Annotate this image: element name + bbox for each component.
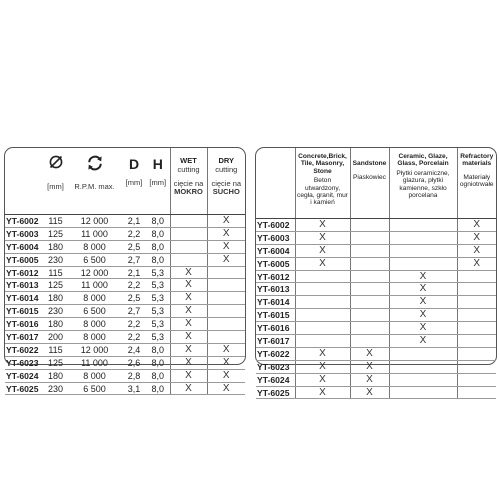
cell-diameter: 230 bbox=[44, 305, 67, 318]
cell-code: YT-6025 bbox=[5, 382, 44, 395]
diameter-header bbox=[44, 148, 67, 215]
cell-dry: X bbox=[207, 253, 245, 266]
cell-concrete bbox=[295, 335, 350, 348]
cell-refractory: X bbox=[457, 231, 496, 244]
cell-diameter: 180 bbox=[44, 318, 67, 331]
cell-ceramic: X bbox=[389, 283, 457, 296]
cell-wet: X bbox=[170, 279, 207, 292]
cell-d: 2,2 bbox=[122, 227, 146, 240]
cell-wet: X bbox=[170, 318, 207, 331]
materials-table-panel bbox=[255, 147, 497, 398]
concrete-en: Concrete,Brick, Tile, Masonry, Stone bbox=[298, 153, 347, 175]
code-header bbox=[256, 148, 295, 219]
cell-ceramic bbox=[389, 360, 457, 373]
cell-ceramic bbox=[389, 257, 457, 270]
table-row bbox=[5, 215, 245, 228]
cell-wet bbox=[170, 215, 207, 228]
cell-concrete: X bbox=[295, 386, 350, 399]
cell-refractory bbox=[457, 270, 496, 283]
cell-rpm: 11 000 bbox=[67, 356, 122, 369]
cell-refractory bbox=[457, 283, 496, 296]
table-row bbox=[5, 318, 245, 331]
cell-sandstone: X bbox=[350, 347, 389, 360]
h-header bbox=[146, 148, 170, 215]
cell-code: YT-6013 bbox=[5, 279, 44, 292]
cell-diameter: 180 bbox=[44, 369, 67, 382]
cell-concrete bbox=[295, 309, 350, 322]
table-row bbox=[256, 347, 496, 360]
concrete-header bbox=[295, 148, 350, 219]
dry-pl-bottom: SUCHO bbox=[212, 187, 240, 196]
cell-ceramic bbox=[389, 386, 457, 399]
sandstone-en: Sandstone bbox=[352, 160, 387, 167]
table-row bbox=[5, 343, 245, 356]
cell-concrete bbox=[295, 270, 350, 283]
cell-h: 5,3 bbox=[146, 266, 170, 279]
table-row bbox=[5, 253, 245, 266]
cell-dry bbox=[207, 292, 245, 305]
cell-refractory bbox=[457, 360, 496, 373]
cell-diameter: 180 bbox=[44, 292, 67, 305]
ceramic-en: Ceramic, Glaze, Glass, Porcelain bbox=[397, 153, 449, 168]
cell-code: YT-6012 bbox=[5, 266, 44, 279]
cell-refractory: X bbox=[457, 257, 496, 270]
cell-refractory bbox=[457, 373, 496, 386]
cell-diameter: 125 bbox=[44, 227, 67, 240]
cell-concrete bbox=[295, 283, 350, 296]
cell-sandstone: X bbox=[350, 360, 389, 373]
cell-h: 8,0 bbox=[146, 343, 170, 356]
dry-en-sub: cutting bbox=[215, 165, 238, 174]
cell-sandstone bbox=[350, 219, 389, 232]
cell-diameter: 200 bbox=[44, 331, 67, 344]
cell-d: 2,7 bbox=[122, 305, 146, 318]
cell-code: YT-6017 bbox=[256, 335, 295, 348]
cell-d: 2,7 bbox=[122, 253, 146, 266]
cell-d: 2,5 bbox=[122, 240, 146, 253]
refractory-header bbox=[457, 148, 496, 219]
cell-rpm: 6 500 bbox=[67, 253, 122, 266]
table-row bbox=[5, 356, 245, 369]
table-row bbox=[5, 227, 245, 240]
cell-code: YT-6003 bbox=[256, 231, 295, 244]
cell-sandstone bbox=[350, 244, 389, 257]
cell-h: 8,0 bbox=[146, 356, 170, 369]
cell-wet bbox=[170, 227, 207, 240]
cell-code: YT-6023 bbox=[5, 356, 44, 369]
cell-rpm: 8 000 bbox=[67, 318, 122, 331]
cell-code: YT-6013 bbox=[256, 283, 295, 296]
cell-wet: X bbox=[170, 343, 207, 356]
cell-wet: X bbox=[170, 356, 207, 369]
table-row bbox=[256, 270, 496, 283]
cell-sandstone bbox=[350, 296, 389, 309]
table-row bbox=[256, 244, 496, 257]
cell-code: YT-6024 bbox=[256, 373, 295, 386]
cell-wet: X bbox=[170, 266, 207, 279]
cell-concrete bbox=[295, 322, 350, 335]
cell-refractory bbox=[457, 386, 496, 399]
ceramic-pl: Płytki ceramiczne, glazura, płytki kamienne, szkło porcelana bbox=[396, 169, 450, 200]
table-row bbox=[5, 369, 245, 382]
cell-rpm: 6 500 bbox=[67, 305, 122, 318]
wet-en-sub: cutting bbox=[177, 165, 200, 174]
diameter-unit: [mm] bbox=[47, 182, 64, 191]
cell-dry: X bbox=[207, 227, 245, 240]
cell-sandstone bbox=[350, 283, 389, 296]
cell-h: 5,3 bbox=[146, 318, 170, 331]
cell-code: YT-6004 bbox=[5, 240, 44, 253]
cell-rpm: 12 000 bbox=[67, 343, 122, 356]
cell-concrete: X bbox=[295, 219, 350, 232]
cell-rpm: 8 000 bbox=[67, 331, 122, 344]
cell-ceramic bbox=[389, 219, 457, 232]
cell-d: 2,1 bbox=[122, 215, 146, 228]
cell-diameter: 115 bbox=[44, 215, 67, 228]
cell-d: 2,2 bbox=[122, 331, 146, 344]
cell-code: YT-6005 bbox=[5, 253, 44, 266]
table-row bbox=[5, 266, 245, 279]
table-row bbox=[5, 279, 245, 292]
cell-code: YT-6024 bbox=[5, 369, 44, 382]
cell-d: 2,2 bbox=[122, 279, 146, 292]
cell-code: YT-6025 bbox=[256, 386, 295, 399]
cell-sandstone: X bbox=[350, 386, 389, 399]
cell-h: 8,0 bbox=[146, 382, 170, 395]
cell-ceramic: X bbox=[389, 335, 457, 348]
cell-refractory bbox=[457, 335, 496, 348]
cell-code: YT-6014 bbox=[256, 296, 295, 309]
cell-d: 2,2 bbox=[122, 318, 146, 331]
refractory-pl: Materiały ogniotrwałe bbox=[459, 173, 494, 189]
table-row bbox=[5, 240, 245, 253]
refractory-en: Refractory materials bbox=[460, 153, 494, 168]
d-header bbox=[122, 148, 146, 215]
cell-rpm: 12 000 bbox=[67, 215, 122, 228]
cell-sandstone bbox=[350, 309, 389, 322]
cell-rpm: 11 000 bbox=[67, 279, 122, 292]
table-row bbox=[256, 219, 496, 232]
cell-concrete: X bbox=[295, 347, 350, 360]
cell-h: 8,0 bbox=[146, 227, 170, 240]
cell-h: 8,0 bbox=[146, 253, 170, 266]
cell-h: 5,3 bbox=[146, 292, 170, 305]
cell-dry: X bbox=[207, 215, 245, 228]
cell-sandstone bbox=[350, 231, 389, 244]
cell-code: YT-6023 bbox=[256, 360, 295, 373]
d-symbol: D bbox=[128, 156, 140, 172]
cell-ceramic: X bbox=[389, 322, 457, 335]
cell-ceramic bbox=[389, 373, 457, 386]
cell-wet: X bbox=[170, 382, 207, 395]
table-row bbox=[256, 296, 496, 309]
cell-dry bbox=[207, 305, 245, 318]
cell-code: YT-6022 bbox=[5, 343, 44, 356]
specifications-table-panel bbox=[4, 147, 246, 394]
cell-ceramic bbox=[389, 231, 457, 244]
sandstone-header bbox=[350, 148, 389, 219]
cell-diameter: 230 bbox=[44, 253, 67, 266]
cell-code: YT-6016 bbox=[5, 318, 44, 331]
cell-diameter: 180 bbox=[44, 240, 67, 253]
table-row bbox=[5, 331, 245, 344]
cell-sandstone bbox=[350, 322, 389, 335]
cell-sandstone: X bbox=[350, 373, 389, 386]
table-row bbox=[5, 292, 245, 305]
cell-ceramic bbox=[389, 244, 457, 257]
cell-dry: X bbox=[207, 356, 245, 369]
cell-code: YT-6017 bbox=[5, 331, 44, 344]
cell-sandstone bbox=[350, 335, 389, 348]
cell-code: YT-6004 bbox=[256, 244, 295, 257]
code-header bbox=[5, 148, 44, 215]
cell-h: 5,3 bbox=[146, 331, 170, 344]
wet-en-top: WET bbox=[180, 156, 197, 165]
cell-sandstone bbox=[350, 270, 389, 283]
cell-concrete: X bbox=[295, 257, 350, 270]
specifications-table bbox=[5, 148, 245, 395]
cell-code: YT-6016 bbox=[256, 322, 295, 335]
cell-diameter: 115 bbox=[44, 266, 67, 279]
d-unit: [mm] bbox=[125, 178, 143, 187]
table-row bbox=[5, 305, 245, 318]
dry-cutting-header bbox=[207, 148, 245, 215]
diameter-icon bbox=[44, 154, 67, 176]
wet-cutting-header bbox=[170, 148, 207, 215]
rotation-arrows-icon bbox=[67, 154, 122, 176]
table-row bbox=[256, 231, 496, 244]
wet-pl-top: cięcie na bbox=[173, 179, 204, 188]
concrete-pl: Beton utwardzony, cegła, granit, mur i kamień bbox=[297, 177, 348, 207]
cell-rpm: 8 000 bbox=[67, 240, 122, 253]
cell-ceramic: X bbox=[389, 296, 457, 309]
cell-wet: X bbox=[170, 305, 207, 318]
cell-d: 2,1 bbox=[122, 266, 146, 279]
specifications-header-row bbox=[5, 148, 245, 215]
cell-refractory bbox=[457, 296, 496, 309]
cell-d: 2,6 bbox=[122, 356, 146, 369]
cell-code: YT-6002 bbox=[5, 215, 44, 228]
cell-refractory bbox=[457, 322, 496, 335]
cell-ceramic: X bbox=[389, 309, 457, 322]
rpm-label: R.P.M. max. bbox=[74, 182, 115, 191]
cell-d: 2,8 bbox=[122, 369, 146, 382]
cell-rpm: 12 000 bbox=[67, 266, 122, 279]
cell-wet: X bbox=[170, 331, 207, 344]
cell-h: 5,3 bbox=[146, 279, 170, 292]
h-symbol: H bbox=[152, 156, 163, 172]
specifications-table-body bbox=[5, 215, 245, 395]
cell-code: YT-6015 bbox=[256, 309, 295, 322]
cell-code: YT-6012 bbox=[256, 270, 295, 283]
dry-pl-top: cięcie na bbox=[211, 179, 242, 188]
cell-dry bbox=[207, 318, 245, 331]
cell-diameter: 115 bbox=[44, 343, 67, 356]
cell-h: 5,3 bbox=[146, 305, 170, 318]
cell-d: 2,5 bbox=[122, 292, 146, 305]
cell-wet: X bbox=[170, 369, 207, 382]
table-row bbox=[256, 335, 496, 348]
cell-concrete: X bbox=[295, 244, 350, 257]
cell-refractory: X bbox=[457, 244, 496, 257]
materials-header-row bbox=[256, 148, 496, 219]
cell-code: YT-6014 bbox=[5, 292, 44, 305]
sandstone-pl: Piaskowiec bbox=[353, 174, 386, 182]
cell-diameter: 125 bbox=[44, 356, 67, 369]
cell-dry bbox=[207, 279, 245, 292]
cell-dry bbox=[207, 331, 245, 344]
table-row bbox=[256, 373, 496, 386]
cell-d: 3,1 bbox=[122, 382, 146, 395]
cell-dry: X bbox=[207, 343, 245, 356]
cell-rpm: 8 000 bbox=[67, 292, 122, 305]
cell-ceramic: X bbox=[389, 270, 457, 283]
cell-wet bbox=[170, 253, 207, 266]
cell-rpm: 6 500 bbox=[67, 382, 122, 395]
cell-concrete: X bbox=[295, 373, 350, 386]
cell-d: 2,4 bbox=[122, 343, 146, 356]
table-row bbox=[256, 322, 496, 335]
cell-diameter: 230 bbox=[44, 382, 67, 395]
materials-table-body bbox=[256, 219, 496, 399]
cell-code: YT-6022 bbox=[256, 347, 295, 360]
cell-concrete: X bbox=[295, 231, 350, 244]
table-row bbox=[5, 382, 245, 395]
cell-ceramic bbox=[389, 347, 457, 360]
cell-dry: X bbox=[207, 240, 245, 253]
h-unit: [mm] bbox=[149, 178, 167, 187]
cell-h: 8,0 bbox=[146, 215, 170, 228]
dry-en-top: DRY bbox=[218, 156, 235, 165]
ceramic-header bbox=[389, 148, 457, 219]
cell-concrete bbox=[295, 296, 350, 309]
cell-rpm: 8 000 bbox=[67, 369, 122, 382]
table-row bbox=[256, 309, 496, 322]
cell-dry: X bbox=[207, 382, 245, 395]
cell-code: YT-6005 bbox=[256, 257, 295, 270]
cell-refractory: X bbox=[457, 219, 496, 232]
materials-table bbox=[256, 148, 496, 399]
cell-diameter: 125 bbox=[44, 279, 67, 292]
cell-concrete: X bbox=[295, 360, 350, 373]
cell-rpm: 11 000 bbox=[67, 227, 122, 240]
table-row bbox=[256, 386, 496, 399]
table-row bbox=[256, 283, 496, 296]
cell-dry bbox=[207, 266, 245, 279]
wet-pl-bottom: MOKRO bbox=[174, 187, 203, 196]
rpm-header bbox=[67, 148, 122, 215]
cell-wet bbox=[170, 240, 207, 253]
cell-refractory bbox=[457, 309, 496, 322]
cell-dry: X bbox=[207, 369, 245, 382]
cell-code: YT-6002 bbox=[256, 219, 295, 232]
cell-sandstone bbox=[350, 257, 389, 270]
table-row bbox=[256, 360, 496, 373]
cell-code: YT-6015 bbox=[5, 305, 44, 318]
table-row bbox=[256, 257, 496, 270]
cell-h: 8,0 bbox=[146, 240, 170, 253]
cell-wet: X bbox=[170, 292, 207, 305]
cell-h: 8,0 bbox=[146, 369, 170, 382]
cell-refractory bbox=[457, 347, 496, 360]
cell-code: YT-6003 bbox=[5, 227, 44, 240]
